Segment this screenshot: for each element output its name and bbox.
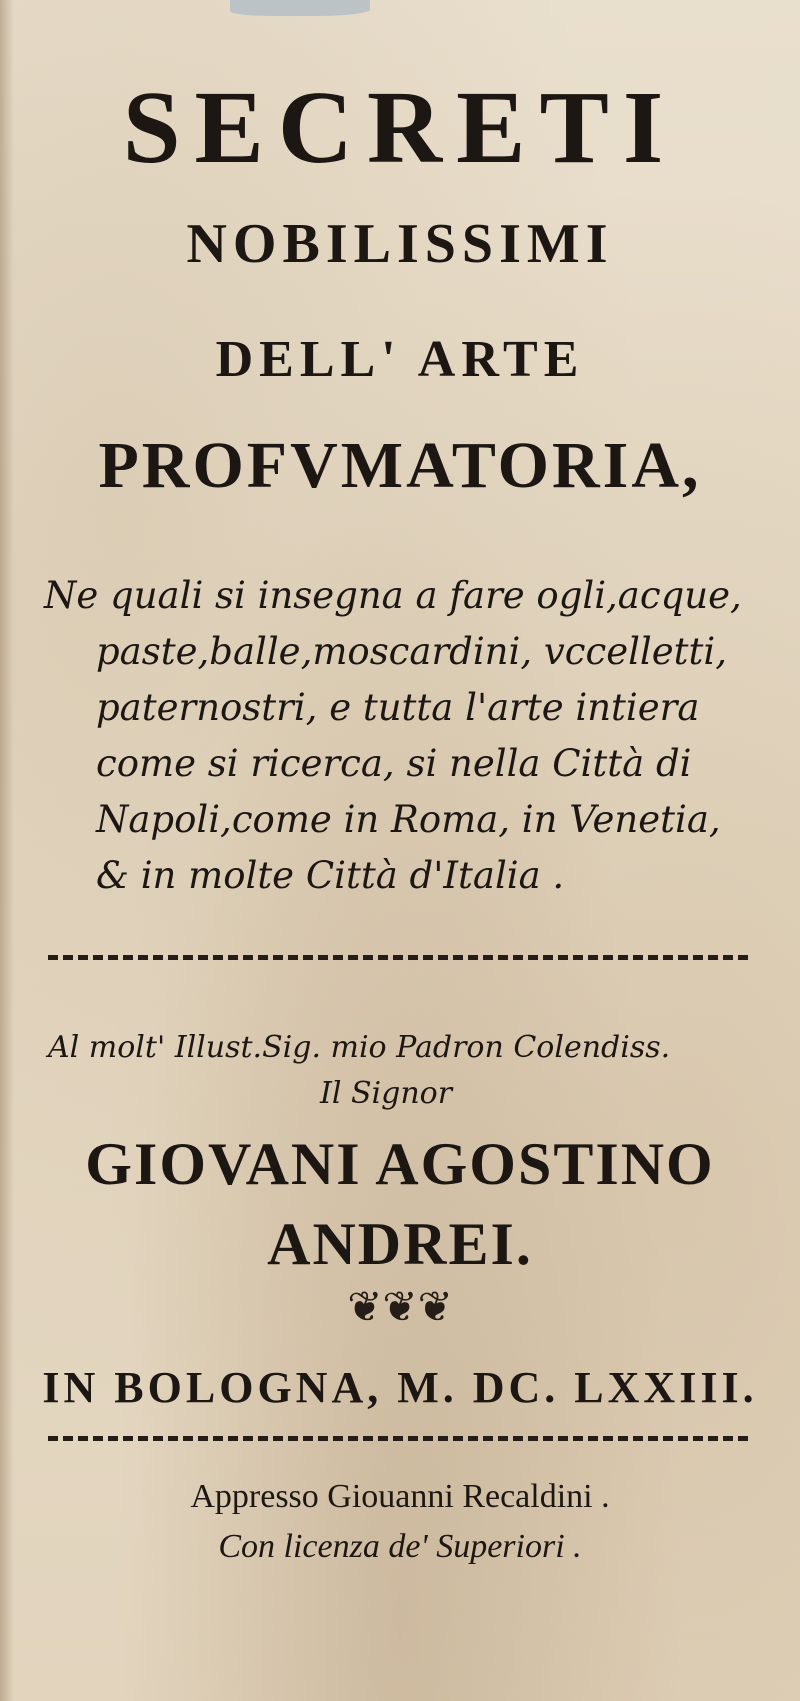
fleuron-ornament: ❦❦❦ (347, 1282, 453, 1331)
description-line-6: & in molte Città d'Italia . (96, 854, 565, 897)
dedication-line-1: Al molt' Illust.Sig. mio Padron Colendiss. (48, 1030, 671, 1065)
description-line-4: come si ricerca, si nella Città di (96, 742, 692, 785)
dedicatee-name-1: GIOVANI AGOSTINO (85, 1131, 715, 1197)
dedication-line-2: Il Signor (320, 1076, 453, 1111)
description-line-3: paternostri, e tutta l'arte intiera (96, 686, 700, 729)
description-line-5: Napoli,come in Roma, in Venetia, (96, 798, 721, 841)
title-line-3: DELL' ARTE (215, 331, 585, 388)
title-line-2: NOBILISSIMI (186, 213, 614, 275)
title-line-1: SECRETI (122, 70, 678, 185)
description-line-1: Ne quali si insegna a fare ogli,acque, (44, 574, 742, 617)
rule-lower (48, 1436, 748, 1441)
title-line-4: PROFVMATORIA, (98, 429, 702, 502)
publisher-line: Appresso Giouanni Recaldini . (190, 1478, 610, 1515)
rule-upper (48, 955, 748, 960)
license-line: Con licenza de' Superiori . (218, 1528, 582, 1565)
imprint-line: IN BOLOGNA, M. DC. LXXIII. (42, 1363, 758, 1412)
description-line-2: paste,balle,moscardini, vccelletti, (96, 630, 727, 673)
dedicatee-name-2: ANDREI. (267, 1211, 533, 1277)
